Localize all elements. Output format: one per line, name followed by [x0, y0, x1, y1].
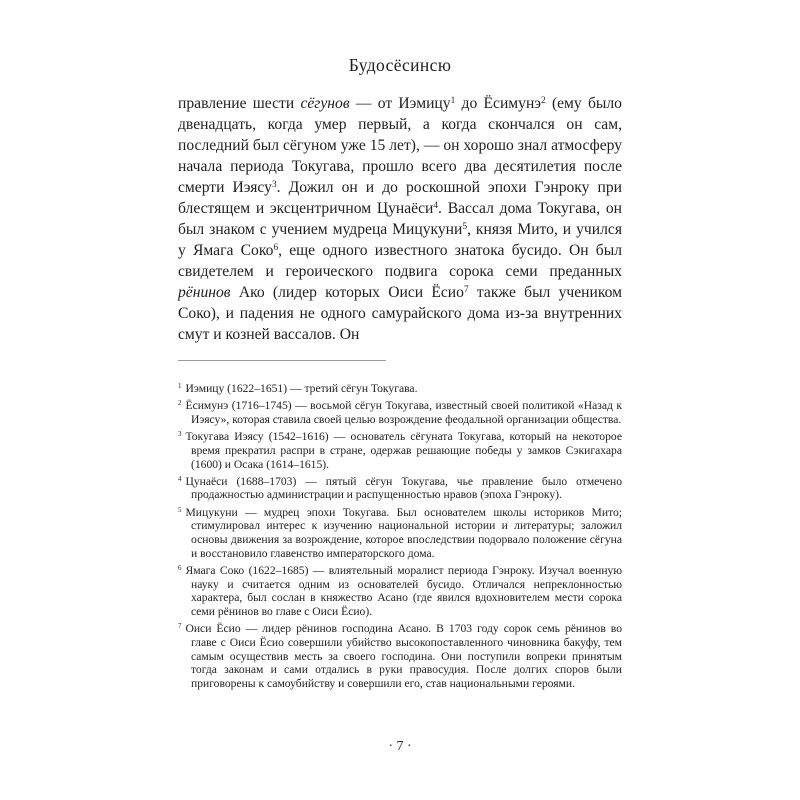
footnote-text: Иэмицу (1622–1651) — третий сёгун Токугава.	[185, 382, 418, 395]
body-segment: , еще одного известного знатока бусидо. Он был свидетелем и героического подвига сорока семи преданных	[178, 242, 622, 280]
footnote-reference: 4	[433, 200, 439, 211]
footnote-reference: 3	[271, 179, 277, 190]
page-number: · 7 ·	[388, 739, 412, 754]
footnote-text: Ёсимунэ (1716–1745) — восьмой сёгун Токугава, известный своей политикой «Назад к Иэясу», которая ставила своей целью возрождение феодальной организации общества.	[185, 399, 622, 426]
body-segment: до Ёсимунэ	[455, 95, 541, 112]
footnote-reference: 6	[273, 242, 279, 253]
footnote-reference: 2	[541, 95, 546, 106]
footnote-marker: 6	[178, 564, 182, 573]
body-segment: — от Иэмицу	[349, 95, 451, 112]
body-segment: также был учеником Соко), и падения не одного самурайского дома из-за внутренних смут и козней вассалов. Он	[178, 284, 622, 343]
body-segment-italic: сёгунов	[300, 95, 350, 112]
footnotes-list	[178, 382, 622, 694]
footnote-marker: 7	[178, 622, 182, 631]
body-segment-italic: рёнинов	[178, 284, 231, 301]
footnote-reference: 1	[450, 95, 456, 106]
body-segment: . Дожил он и до роскошной эпохи Гэнроку при блестящем и эксцентричном Цунаёси	[178, 179, 622, 217]
body-segment: . Вассал дома Токугава, он был знаком с учением мудреца Мицукуни	[178, 200, 622, 238]
footnote-item	[178, 382, 622, 396]
footnote-marker: 4	[178, 474, 182, 483]
footnote-reference: 7	[463, 284, 469, 295]
footnote-item	[178, 399, 622, 426]
body-segment: Ако (лидер которых Оиси Ёсио	[230, 284, 464, 301]
footnote-item	[178, 622, 622, 691]
footnote-marker: 5	[178, 505, 182, 514]
body-segment: (ему было двенадцать, когда умер первый, а когда скончался он сам, последний был сёгуном уже 15 лет), — он хорошо знал атмосферу начала периода Токугава, прошло всего два десятилетия после смерти Иэясу	[178, 95, 622, 196]
footnote-text: Ямага Соко (1622–1685) — влиятельный моралист периода Гэнроку. Изучал военную науку и считается одним из основателей бусидо. Отличался непреклонностью характера, был сослан в княжество Асано (где явился вдохновителем мести сорока семи рёнинов во главе с Оиси Ёсио).	[185, 563, 622, 619]
footnote-text: Оиси Ёсио — лидер рёнинов господина Асано. В 1703 году сорок семь рёнинов во главе с Оиси Ёсио совершили убийство высокопоставленного чиновника бакуфу, тем самым осуществив месть за своего господина. Они поступили вопреки принятым тогда законам и сами отдались в руки правосудия. После долгих споров были приговорены к самоубийству и совершили его, став национальными героями.	[185, 622, 622, 691]
running-head: Будосёсинсю	[348, 55, 452, 75]
footnote-marker: 3	[178, 430, 182, 439]
footnote-marker: 2	[178, 399, 182, 408]
footnote-item	[178, 506, 622, 561]
footnote-text: Цунаёси (1688–1703) — пятый сёгун Токугава, чье правление было отмечено продажностью администрации и распущенностью нравов (эпоха Гэнроку).	[185, 474, 622, 502]
footnote-text: Мицукуни — мудрец эпохи Токугава. Был основателем школы историков Мито; стимулировал интерес к изучению национальной истории и литературы; заложил основы движения за возрождение, которое впоследствии подорвало положение сёгуна и восстановило главенство императорского дома.	[185, 505, 622, 560]
footnote-reference: 5	[462, 221, 468, 232]
footnote-item	[178, 564, 622, 619]
footnote-item	[178, 475, 622, 502]
body-segment: , князя Мито, и учился у Ямага Соко	[178, 221, 622, 259]
footnote-text: Токугава Иэясу (1542–1616) — основатель сёгуната Токугава, который на некоторое время прекратил распри в стране, одержав решающие победы у замков Сэкигахара (1600) и Осака (1614–1615).	[185, 430, 622, 471]
footnote-item	[178, 430, 622, 471]
body-paragraph	[178, 93, 622, 345]
footnote-marker: 1	[178, 382, 182, 391]
body-segment: правление шести	[178, 95, 301, 112]
footnote-rule	[178, 360, 386, 361]
